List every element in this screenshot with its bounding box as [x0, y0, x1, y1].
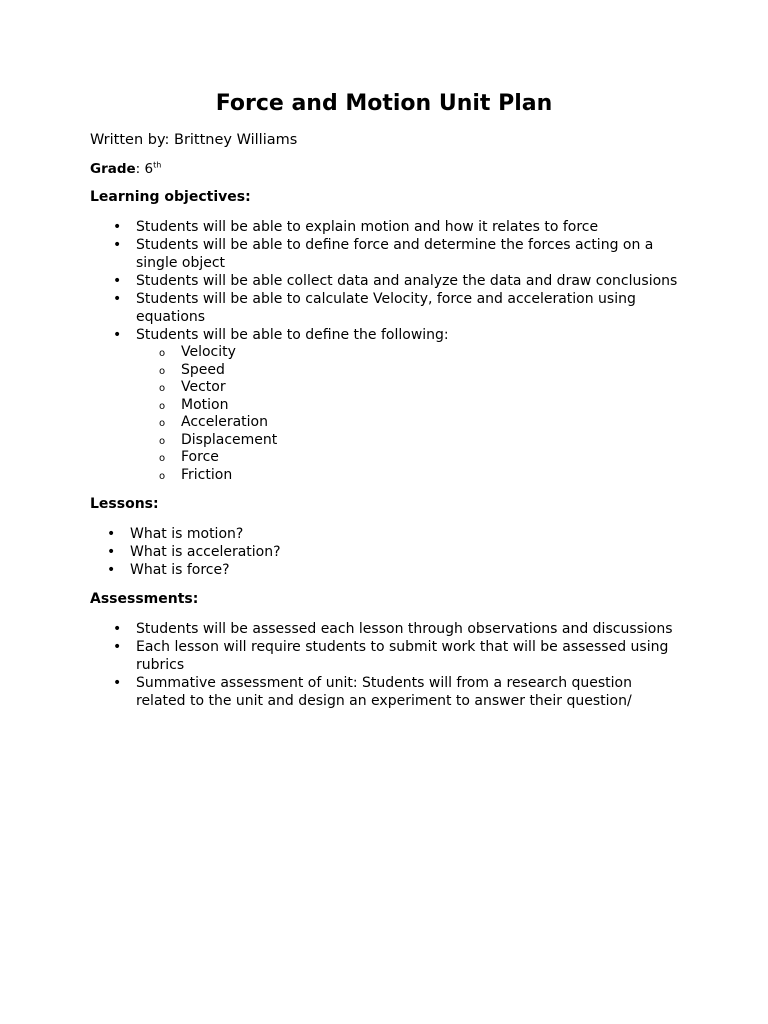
list-item [113, 236, 696, 272]
assessments-list [113, 620, 681, 710]
bullet-icon: • [113, 675, 122, 691]
grade-superscript: th [153, 160, 162, 170]
lesson-text: What is motion? [130, 526, 244, 542]
bullet-icon: • [113, 273, 122, 289]
bullet-icon: • [113, 327, 122, 343]
list-item [107, 543, 690, 561]
circle-bullet-icon: o [159, 400, 166, 412]
circle-bullet-icon: o [159, 470, 166, 482]
term-text: Motion [181, 396, 229, 413]
assessment-text: Summative assessment of unit: Students will from a research question related to the unit and design an experiment to answer their question/ [136, 675, 632, 709]
author-line: Written by: Brittney Williams [90, 132, 298, 148]
list-item [113, 290, 696, 326]
list-item [113, 218, 696, 236]
bullet-icon: • [113, 291, 122, 307]
circle-bullet-icon: o [159, 453, 166, 464]
term-item [159, 449, 696, 467]
objective-text: Students will be able collect data and analyze the data and draw conclusions [136, 273, 678, 289]
term-item [159, 396, 696, 415]
term-text: Acceleration [181, 414, 268, 430]
bullet-icon: • [113, 621, 122, 637]
lesson-text: What is force? [130, 562, 230, 578]
bullet-icon: • [113, 219, 122, 235]
lessons-list [107, 525, 690, 579]
circle-bullet-icon: o [159, 383, 166, 394]
objective-text: Students will be able to define the following: [136, 327, 449, 343]
objective-text: Students will be able to calculate Velocity, force and acceleration using equations [136, 291, 636, 325]
terms-list [159, 344, 696, 484]
circle-bullet-icon: o [159, 435, 166, 447]
lesson-text: What is acceleration? [130, 544, 281, 560]
list-item [107, 525, 690, 543]
objective-text: Students will be able to explain motion and how it relates to force [136, 219, 599, 235]
term-item [159, 379, 696, 397]
document-title: Force and Motion Unit Plan [215, 91, 553, 116]
term-item [159, 431, 696, 450]
term-item [159, 466, 696, 485]
circle-bullet-icon: o [159, 365, 166, 377]
term-item [159, 361, 696, 380]
term-item [159, 344, 696, 362]
bullet-icon: • [113, 237, 122, 253]
list-item [107, 561, 690, 579]
lessons-heading: Lessons: [90, 496, 159, 512]
bullet-icon: • [107, 544, 116, 560]
objectives-list [113, 218, 696, 484]
list-item [113, 620, 681, 638]
bullet-icon: • [113, 639, 122, 655]
term-text: Friction [181, 466, 233, 483]
objective-text: Students will be able to define force and determine the forces acting on a single object [136, 237, 654, 271]
grade-label: Grade [90, 161, 136, 177]
term-text: Force [181, 449, 219, 465]
assessment-text: Each lesson will require students to submit work that will be assessed using rubrics [136, 639, 669, 673]
assessment-text: Students will be assessed each lesson through observations and discussions [136, 621, 673, 637]
list-item [113, 638, 681, 674]
grade-value: : 6 [135, 161, 154, 177]
list-item [113, 326, 696, 484]
bullet-icon: • [107, 526, 116, 542]
assessments-heading: Assessments: [90, 591, 199, 607]
term-text: Displacement [181, 431, 278, 448]
term-text: Velocity [181, 344, 236, 360]
grade-line [90, 161, 161, 177]
term-text: Speed [181, 361, 225, 378]
objectives-heading: Learning objectives: [90, 189, 251, 205]
bullet-icon: • [107, 562, 116, 578]
term-text: Vector [181, 379, 226, 395]
list-item [113, 674, 681, 710]
circle-bullet-icon: o [159, 348, 166, 359]
term-item [159, 414, 696, 432]
list-item [113, 272, 696, 290]
circle-bullet-icon: o [159, 418, 166, 429]
